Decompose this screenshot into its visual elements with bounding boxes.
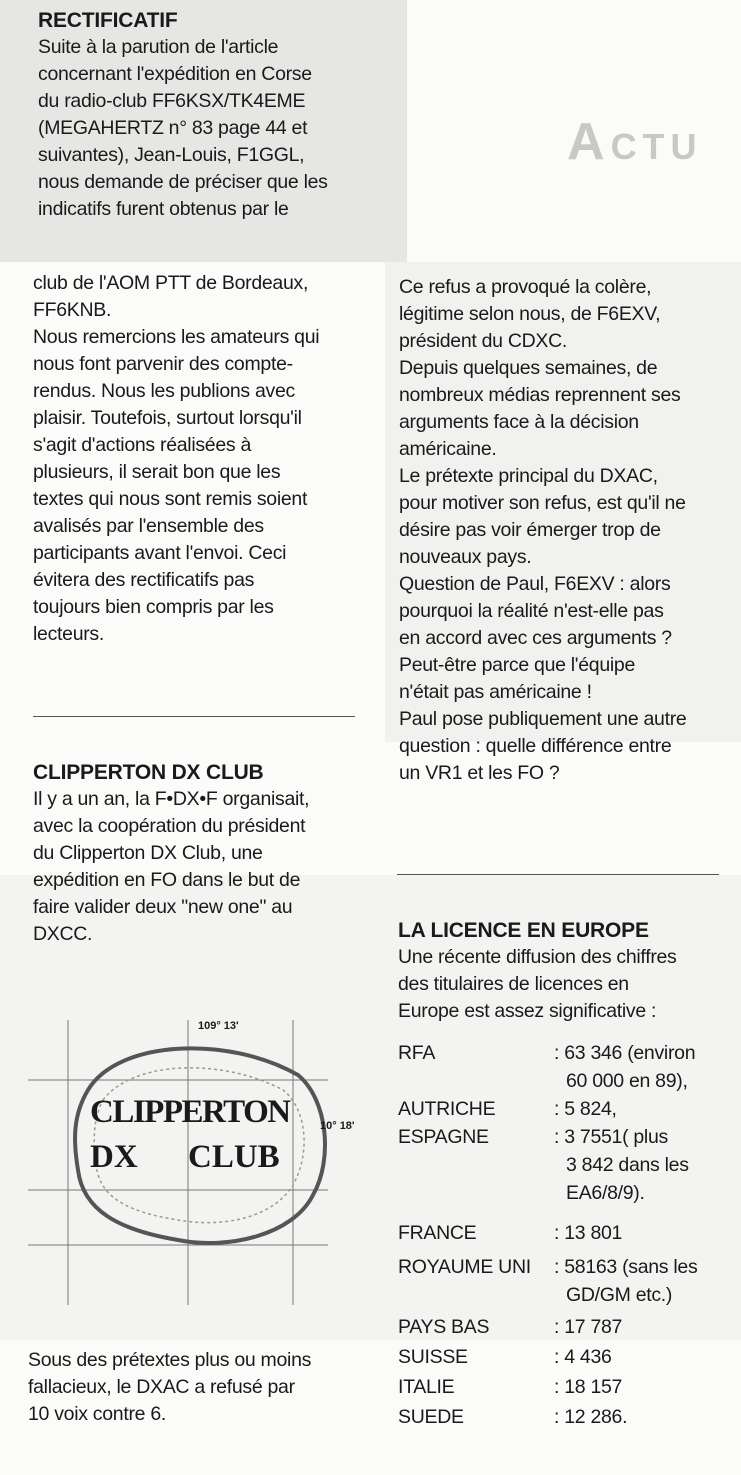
- country-name: AUTRICHE: [398, 1098, 496, 1120]
- licence-count: : 4 436: [554, 1346, 612, 1368]
- body-line: fallacieux, le DXAC a refusé par: [28, 1376, 295, 1398]
- body-line: textes qui nous sont remis soient: [33, 488, 308, 510]
- body-line: nombreux médias reprennent ses: [399, 384, 681, 406]
- coordinate-label: 109° 13': [198, 1020, 239, 1032]
- body-line: FF6KNB.: [33, 299, 112, 321]
- section-title: ACTU: [567, 113, 703, 171]
- body-line: pour motiver son refus, est qu'il ne: [399, 492, 686, 514]
- rectificatif-continued: [33, 270, 373, 648]
- body-line: club de l'AOM PTT de Bordeaux,: [33, 272, 309, 294]
- licence-count: : 5 824,: [554, 1098, 617, 1120]
- body-line: président du CDXC.: [399, 330, 568, 352]
- body-line: Paul pose publiquement une autre: [399, 708, 687, 730]
- body-line: arguments face à la décision: [399, 411, 639, 433]
- body-line: toujours bien compris par les: [33, 596, 274, 618]
- body-line: nous font parvenir des compte-: [33, 353, 293, 375]
- right-column-text: [399, 274, 739, 787]
- body-line: lecteurs.: [33, 623, 104, 645]
- body-line: participants avant l'envoi. Ceci: [33, 542, 287, 564]
- body-line: du Clipperton DX Club, une: [33, 842, 263, 864]
- country-name: SUEDE: [398, 1406, 464, 1428]
- body-line: pourquoi la réalité n'est-elle pas: [399, 600, 664, 622]
- body-line: Il y a un an, la F•DX•F organisait,: [33, 788, 310, 810]
- licence-count: : 12 286.: [554, 1406, 628, 1428]
- rectificatif-line: suivantes), Jean-Louis, F1GGL,: [38, 144, 305, 166]
- body-line: Peut-être parce que l'équipe: [399, 654, 635, 676]
- licence-count: : 58163 (sans les: [554, 1256, 698, 1278]
- body-line: plaisir. Toutefois, surtout lorsqu'il: [33, 407, 302, 429]
- body-line: désire pas voir émerger trop de: [399, 519, 661, 541]
- body-line: DXCC.: [33, 923, 93, 945]
- clipperton-block: [33, 759, 378, 948]
- body-line: Le prétexte principal du DXAC,: [399, 465, 658, 487]
- clipperton-heading: CLIPPERTON DX CLUB: [33, 761, 264, 784]
- rectificatif-heading: RECTIFICATIF: [38, 9, 178, 32]
- country-name: FRANCE: [398, 1222, 477, 1244]
- licence-count: EA6/8/9).: [566, 1182, 645, 1204]
- body-line: légitime selon nous, de F6EXV,: [399, 303, 661, 325]
- rectificatif-line: concernant l'expédition en Corse: [38, 63, 312, 85]
- body-line: Ce refus a provoqué la colère,: [399, 276, 652, 298]
- body-line: faire valider deux "new one" au: [33, 896, 293, 918]
- body-line: avalisés par l'ensemble des: [33, 515, 264, 537]
- body-line: Une récente diffusion des chiffres: [398, 946, 677, 968]
- body-line: des titulaires de licences en: [398, 973, 629, 995]
- body-line: plusieurs, il serait bon que les: [33, 461, 281, 483]
- country-name: SUISSE: [398, 1346, 468, 1368]
- licence-count: : 63 346 (environ: [554, 1042, 696, 1064]
- body-line: nouveaux pays.: [399, 546, 532, 568]
- clipperton-logo: [28, 1020, 368, 1310]
- body-line: évitera des rectificatifs pas: [33, 569, 255, 591]
- licence-count: : 3 7551( plus: [554, 1126, 668, 1148]
- rectificatif-line: (MEGAHERTZ n° 83 page 44 et: [38, 117, 308, 139]
- licence-block: [398, 917, 738, 1025]
- body-line: question : quelle différence entre: [399, 735, 672, 757]
- licence-count: : 18 157: [554, 1376, 623, 1398]
- country-name: PAYS BAS: [398, 1316, 490, 1338]
- rectificatif-line: Suite à la parution de l'article: [38, 36, 279, 58]
- licence-heading: LA LICENCE EN EUROPE: [398, 919, 649, 942]
- body-line: Nous remercions les amateurs qui: [33, 326, 320, 348]
- body-line: 10 voix contre 6.: [28, 1403, 166, 1425]
- divider: [33, 716, 355, 717]
- logo-club: CLUB: [188, 1139, 280, 1175]
- country-name: RFA: [398, 1042, 436, 1064]
- clipperton-bottom: [28, 1347, 378, 1428]
- body-line: Europe est assez significative :: [398, 1000, 657, 1022]
- rectificatif-line: indicatifs furent obtenus par le: [38, 198, 289, 220]
- body-line: Depuis quelques semaines, de: [399, 357, 658, 379]
- body-line: s'agit d'actions réalisées à: [33, 434, 252, 456]
- country-name: ITALIE: [398, 1376, 455, 1398]
- logo-title: CLIPPERTON: [90, 1094, 290, 1130]
- body-line: expédition en FO dans le but de: [33, 869, 301, 891]
- body-line: un VR1 et les FO ?: [399, 762, 560, 784]
- licence-count: GD/GM etc.): [566, 1284, 673, 1306]
- licence-table: [398, 1040, 738, 1430]
- licence-count: : 13 801: [554, 1222, 623, 1244]
- body-line: n'était pas américaine !: [399, 681, 592, 703]
- body-line: rendus. Nous les publions avec: [33, 380, 295, 402]
- divider: [397, 874, 719, 875]
- body-line: avec la coopération du président: [33, 815, 306, 837]
- licence-count: 3 842 dans les: [566, 1154, 689, 1176]
- rectificatif-line: nous demande de préciser que les: [38, 171, 328, 193]
- rectificatif-block: [38, 7, 408, 223]
- body-line: Sous des prétextes plus ou moins: [28, 1349, 312, 1371]
- licence-count: : 17 787: [554, 1316, 623, 1338]
- country-name: ROYAUME UNI: [398, 1256, 531, 1278]
- body-line: Question de Paul, F6EXV : alors: [399, 573, 671, 595]
- rectificatif-line: du radio-club FF6KSX/TK4EME: [38, 90, 306, 112]
- country-name: ESPAGNE: [398, 1126, 489, 1148]
- body-line: américaine.: [399, 438, 497, 460]
- logo-dx: DX: [90, 1139, 138, 1175]
- licence-count: 60 000 en 89),: [566, 1070, 688, 1092]
- body-line: en accord avec ces arguments ?: [399, 627, 672, 649]
- coordinate-label: 10° 18': [320, 1120, 355, 1132]
